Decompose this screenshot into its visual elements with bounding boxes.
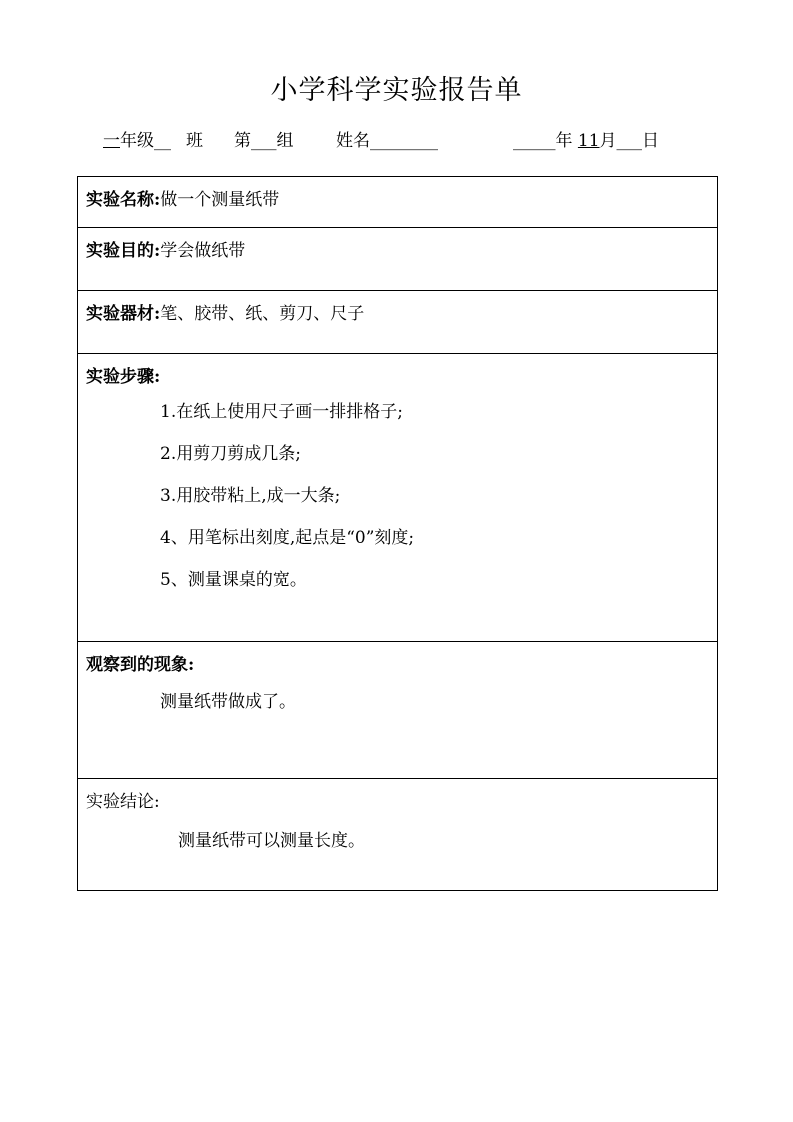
- class-label: 班: [186, 131, 203, 151]
- row-materials: [78, 291, 718, 354]
- report-table: [77, 176, 718, 891]
- grade-field: 一年级__: [103, 131, 171, 151]
- experiment-name-label: 实验名称:: [86, 190, 161, 210]
- name-field: 姓名________: [336, 131, 438, 151]
- date-field: _____年 11月___日: [513, 131, 660, 151]
- row-steps: [78, 354, 718, 642]
- steps-list: [86, 387, 709, 601]
- observation-label: 观察到的现象:: [86, 655, 195, 675]
- row-conclusion: [78, 779, 718, 891]
- conclusion-label: 实验结论:: [86, 792, 160, 812]
- conclusion-value: 测量纸带可以测量长度。: [178, 831, 365, 851]
- steps-label: 实验步骤:: [86, 367, 161, 387]
- materials-label: 实验器材:: [86, 304, 161, 324]
- step-item: 3.用胶带粘上,成一大条;: [160, 486, 341, 506]
- row-observation: [78, 642, 718, 779]
- experiment-name-value: 做一个测量纸带: [160, 190, 280, 210]
- step-item: 2.用剪刀剪成几条;: [160, 444, 301, 464]
- step-item: 5、测量课桌的宽。: [160, 570, 307, 590]
- header-info: [0, 126, 793, 150]
- materials-value: 笔、胶带、纸、剪刀、尺子: [160, 304, 365, 324]
- purpose-label: 实验目的:: [86, 241, 161, 261]
- group-field: 第___组: [234, 131, 294, 151]
- row-experiment-name: [78, 177, 718, 228]
- page-title: 小学科学实验报告单: [270, 75, 523, 106]
- step-item: 1.在纸上使用尺子画一排排格子;: [160, 402, 403, 422]
- purpose-value: 学会做纸带: [160, 241, 246, 261]
- row-purpose: [78, 228, 718, 291]
- observation-value: 测量纸带做成了。: [160, 692, 296, 712]
- step-item: 4、用笔标出刻度,起点是“0”刻度;: [160, 528, 415, 548]
